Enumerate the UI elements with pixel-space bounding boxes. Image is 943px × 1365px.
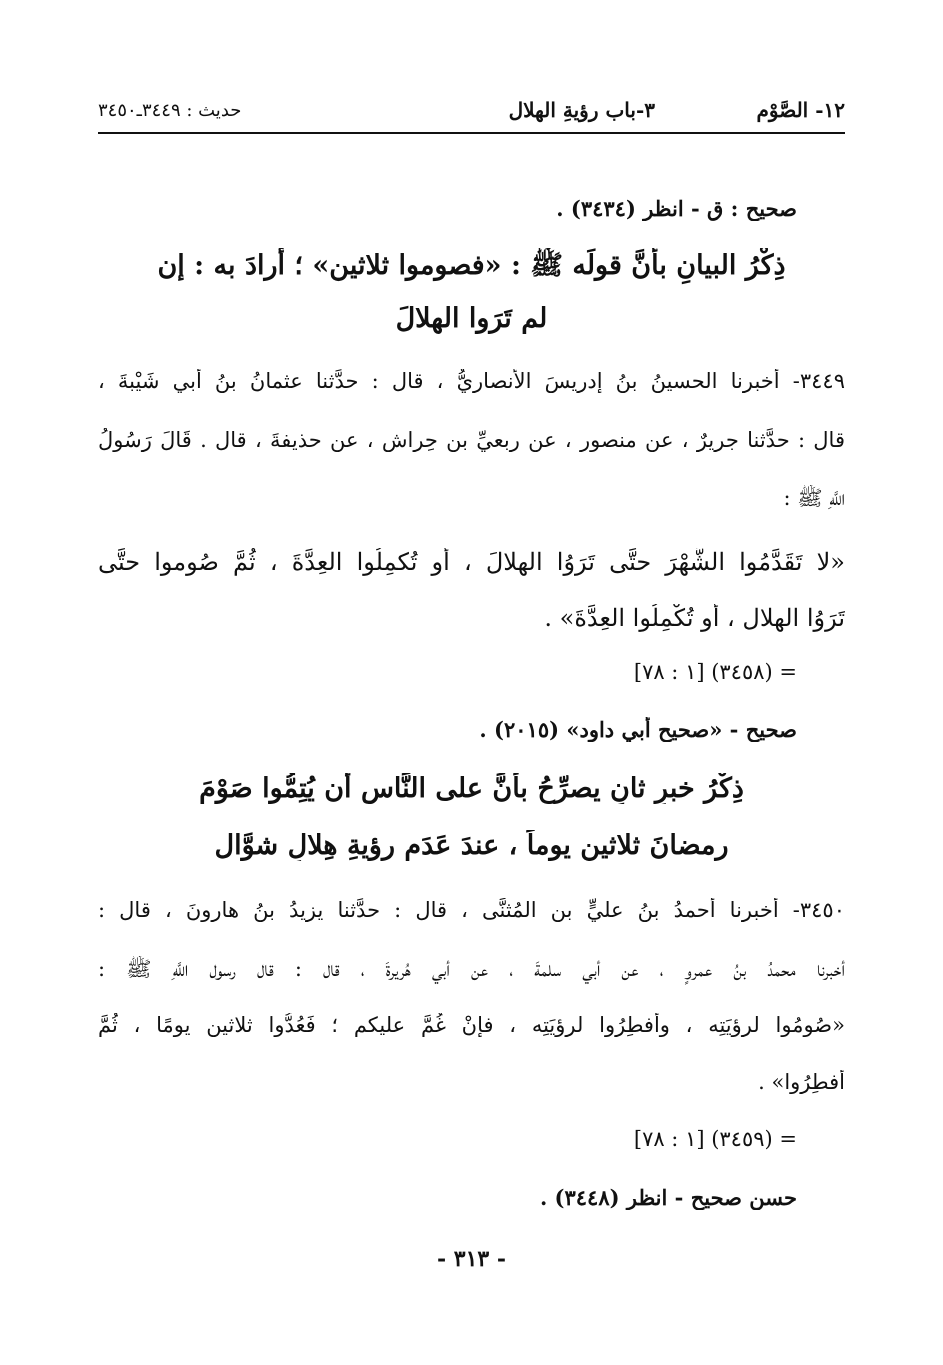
hadith-matn: «لا تَقَدَّمُوا الشَّهْرَ حتَّى تَرَوُا الهلالَ ، أو تُكمِلُوا العِدَّةَ ، ثُمَّ صُوموا حتَّى bbox=[98, 548, 845, 576]
hadith-range: حديث : ٣٤٤٩ـ٣٤٥٠ bbox=[98, 100, 242, 121]
hadith-text: ٣٤٤٩- أخبرنا الحسينُ بنُ إدريسَ الأنصاريُّ ، قال : حدَّثنا عثمانُ بنُ أبي شَيْبةَ ، bbox=[98, 369, 845, 393]
hadith-text: ٣٤٥٠- أخبرنا أحمدُ بنُ عليٍّ بنِ المُثنَّى ، قال : حدَّثنا يزيدُ بنُ هارونَ ، قال : bbox=[98, 898, 845, 922]
cross-reference: = (٣٤٥٩) [١ : ٧٨] bbox=[633, 1127, 797, 1151]
hadith-text: أخبرنا محمدُ بنُ عمروٍ ، عن أبي سلمةَ ، عن أبي هُريرةَ ، قال : قال رسول اللَّهِ ﷺ : bbox=[98, 957, 845, 981]
hadith-matn: تَرَوُا الهلال ، أو تُكْمِلُوا العِدَّةَ» . bbox=[544, 604, 845, 632]
hadith-text: اللَّهِ ﷺ : bbox=[783, 486, 845, 510]
cross-reference: = (٣٤٥٨) [١ : ٧٨] bbox=[633, 660, 797, 684]
grading-note: حسن صحيح - انظر (٣٤٤٨) . bbox=[539, 1185, 797, 1210]
section-heading: لم تَرَوا الهِلالَ bbox=[395, 303, 548, 334]
hadith-matn: «صُومُوا لرؤيَتِه ، وأَفطِرُوا لرؤيَتِه ، فإنْ غُمَّ عليكم ؛ فَعُدُّوا ثلاثين يومًا ، ثُمَّ bbox=[98, 1013, 845, 1037]
hadith-text: قال : حدَّثنا جريرٌ ، عن منصورٍ ، عن ربعيِّ بنِ حِراشٍ ، عن حذيفةَ ، قال . قَالَ رَسُولُ bbox=[98, 428, 845, 452]
section-heading: رمضانَ ثلاثين يوماً ، عندَ عَدَمِ رؤيةِ هِلالِ شوَّال bbox=[214, 830, 729, 861]
section-heading: ذِكْرُ خبرٍ ثانٍ يصرِّحُ بأنَّ على النَّاسِ أن يُتِمُّوا صَوْمَ bbox=[199, 773, 744, 804]
section-heading: ذِكْرُ البيانِ بأنَّ قولَه ﷺ : «فصوموا ثلاثين» ؛ أرادَ به : إن bbox=[157, 250, 786, 281]
section-title: ٣-باب رؤيةِ الهلال bbox=[508, 98, 655, 122]
chapter-title: ١٢- الصَّوْم bbox=[756, 98, 845, 122]
page-number: - ٣١٣ - bbox=[436, 1246, 507, 1272]
grading-note: صحيح : ق - انظر (٣٤٣٤) . bbox=[556, 196, 797, 221]
grading-note: صحيح - «صحيح أبي داود» (٢٠١٥) . bbox=[479, 717, 797, 742]
hadith-matn: أَفطِرُوا» . bbox=[758, 1070, 845, 1094]
running-header bbox=[98, 92, 845, 134]
